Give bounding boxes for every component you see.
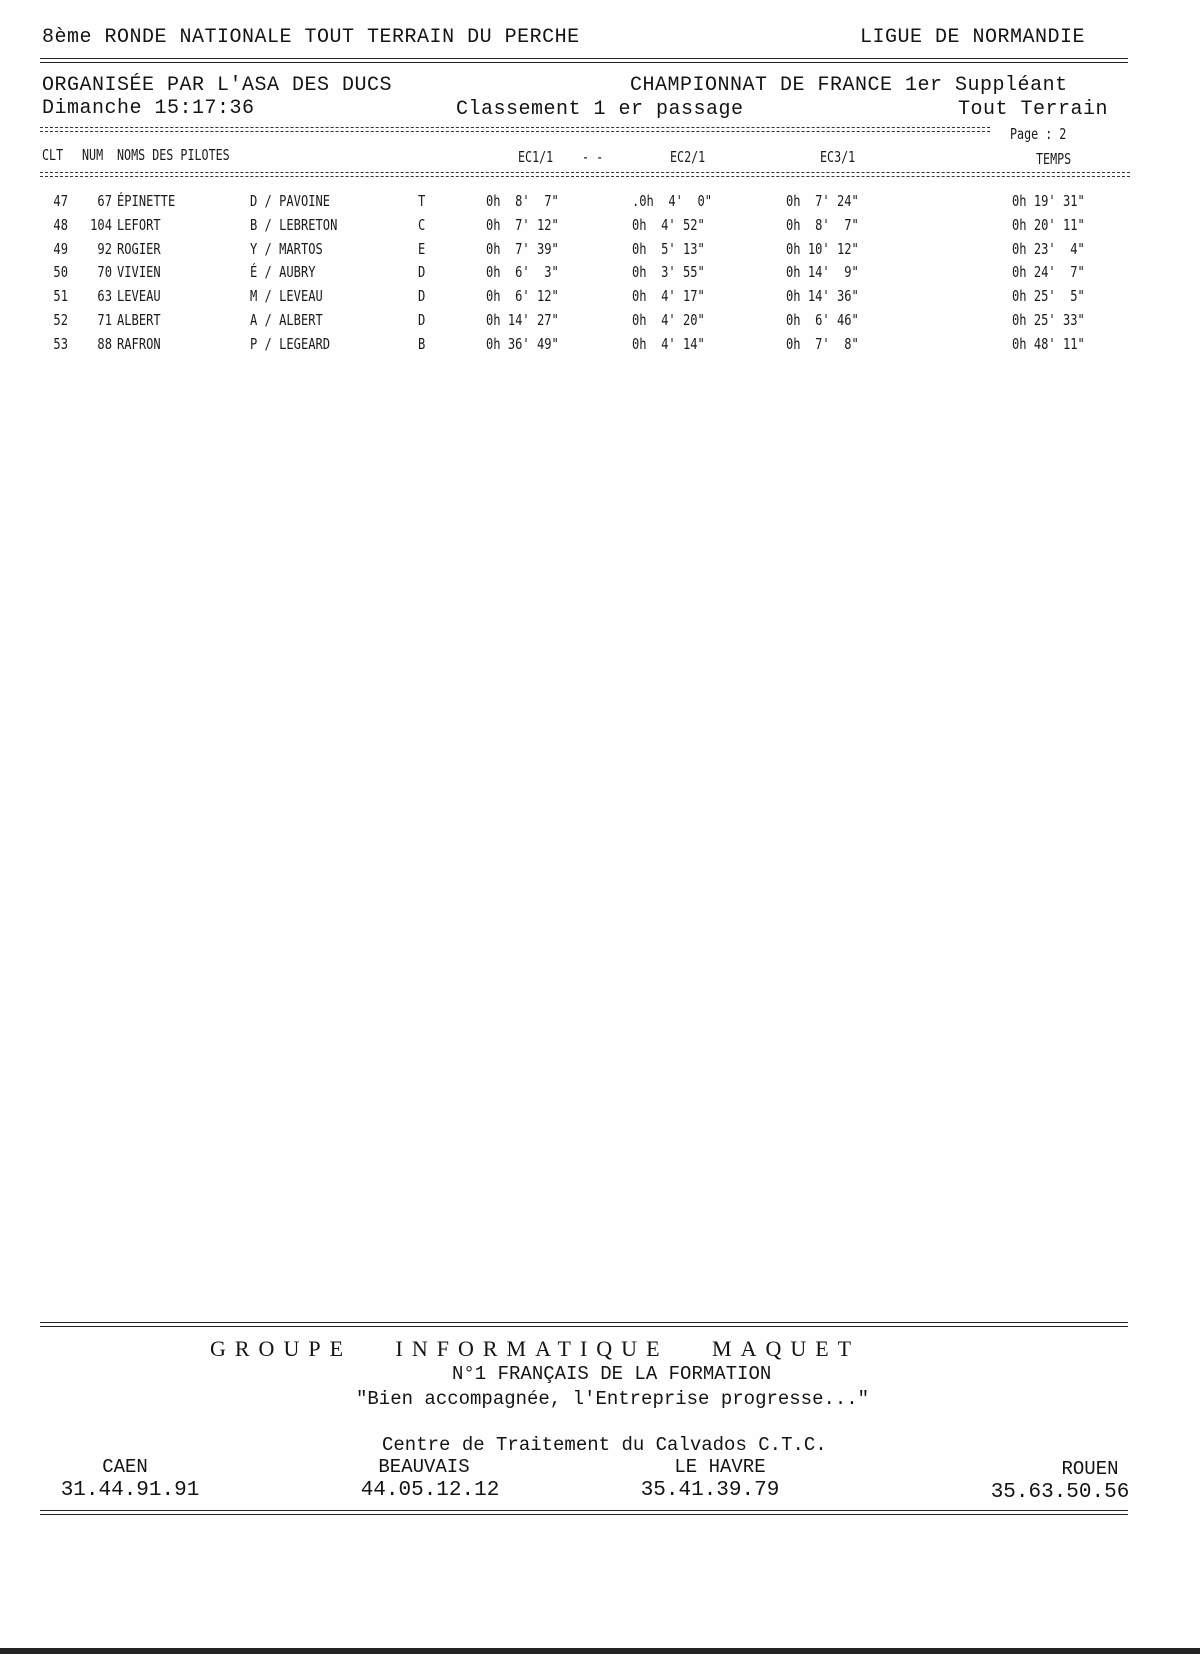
cell-cls: B [418,334,426,353]
separator-2b [40,176,1130,177]
cell-cls: D [418,263,426,282]
table-row [0,311,1200,333]
processing-center: Centre de Traitement du Calvados C.T.C. [382,1434,827,1456]
cell-copilot: P / LEGEARD [250,334,331,353]
cell-clt: 47 [53,192,68,210]
cell-ec3: 0h 14' 9" [786,263,859,282]
header-rule-bottom [40,62,1128,63]
cell-ec2: 0h 4' 52" [632,215,705,234]
separator-1a [40,127,990,128]
cell-ec3: 0h 14' 36" [786,287,859,306]
cell-clt: 48 [53,215,68,234]
cell-pilot: RAFRON [117,334,161,353]
cell-copilot: M / LEVEAU [250,287,323,306]
table-row [0,335,1200,357]
event-title: 8ème RONDE NATIONALE TOUT TERRAIN DU PERCHE [42,26,580,49]
cell-ec2: 0h 3' 55" [632,263,705,282]
separator-2a [40,172,1130,173]
office-city-le-havre: LE HAVRE [674,1456,766,1478]
cell-clt: 53 [53,334,68,353]
cell-num: 63 [97,287,112,306]
cell-ec1: 0h 6' 3" [486,263,559,282]
cell-temps: 0h 48' 11" [1012,334,1085,353]
cell-ec2: 0h 4' 17" [632,287,705,306]
ranking-title: Classement 1 er passage [456,98,744,121]
office-phone-rouen: 35.63.50.56 [990,1481,1130,1504]
cell-ec1: 0h 36' 49" [486,334,559,353]
footer-rule-top-b [40,1326,1128,1327]
cell-copilot: D / PAVOINE [250,192,331,210]
col-names: NOMS DES PILOTES [117,146,230,164]
office-phone-le-havre: 35.41.39.79 [640,1479,780,1502]
footer-rule-bottom-a [40,1510,1128,1511]
report-datetime: Dimanche 15:17:36 [42,97,255,120]
page-indicator [1010,125,1066,143]
cell-temps: 0h 25' 33" [1012,311,1085,329]
scan-edge [0,1648,1200,1654]
cell-cls: D [418,287,426,306]
cell-ec2: 0h 5' 13" [632,239,705,258]
company-slogan: "Bien accompagnée, l'Entreprise progresse..." [356,1388,870,1410]
cell-num: 88 [97,334,112,353]
cell-clt: 50 [53,263,68,282]
cell-cls: D [418,311,426,329]
page-number: 2 [1059,125,1067,143]
col-ec2: EC2/1 [670,148,706,166]
league-name: LIGUE DE NORMANDIE [860,26,1086,49]
cell-ec1: 0h 8' 7" [486,192,559,210]
table-row [0,287,1200,309]
office-phone-beauvais: 44.05.12.12 [360,1479,500,1502]
company-name: GROUPE INFORMATIQUE MAQUET [210,1336,861,1361]
cell-ec3: 0h 7' 8" [786,334,859,353]
office-phone-caen: 31.44.91.91 [60,1479,200,1502]
cell-num: 71 [97,311,112,329]
separator-1b [40,131,990,132]
cell-num: 70 [97,263,112,282]
col-ec1: EC1/1 [518,148,554,166]
page-label: Page : [1010,125,1053,143]
cell-cls: T [418,192,426,210]
organizer: ORGANISÉE PAR L'ASA DES DUCS [42,74,393,97]
cell-pilot: ROGIER [117,239,161,258]
cell-copilot: A / ALBERT [250,311,323,329]
cell-ec1: 0h 7' 12" [486,215,559,234]
cell-pilot: ALBERT [117,311,161,329]
cell-num: 92 [97,239,112,258]
col-ec3: EC3/1 [820,148,856,166]
cell-ec1: 0h 6' 12" [486,287,559,306]
cell-ec3: 0h 10' 12" [786,239,859,258]
footer-rule-top-a [40,1322,1128,1323]
cell-ec1: 0h 14' 27" [486,311,559,329]
cell-temps: 0h 25' 5" [1012,287,1085,306]
cell-ec3: 0h 7' 24" [786,192,859,210]
footer-rule-bottom-b [40,1514,1128,1515]
cell-ec2: 0h 4' 14" [632,334,705,353]
category: Tout Terrain [958,98,1109,121]
cell-ec2: 0h 4' 20" [632,311,705,329]
cell-cls: E [418,239,426,258]
cell-copilot: É / AUBRY [250,263,316,282]
table-row [0,263,1200,285]
cell-pilot: LEVEAU [117,287,161,306]
cell-ec2: .0h 4' 0" [632,192,713,210]
cell-ec3: 0h 6' 46" [786,311,859,329]
cell-num: 67 [97,192,112,210]
cell-ec3: 0h 8' 7" [786,215,859,234]
cell-copilot: B / LEBRETON [250,215,338,234]
col-temps: TEMPS [1036,150,1072,168]
table-row [0,216,1200,238]
cell-temps: 0h 20' 11" [1012,215,1085,234]
office-city-caen: CAEN [102,1456,148,1478]
table-row [0,192,1200,214]
cell-temps: 0h 23' 4" [1012,239,1085,258]
cell-pilot: VIVIEN [117,263,161,282]
cell-num: 104 [90,215,112,234]
cell-copilot: Y / MARTOS [250,239,323,258]
cell-clt: 52 [53,311,68,329]
col-num: NUM [82,146,104,164]
cell-temps: 0h 24' 7" [1012,263,1085,282]
company-tagline: N°1 FRANÇAIS DE LA FORMATION [452,1363,772,1385]
office-city-rouen: ROUEN [1061,1458,1119,1480]
col-ec1-marks: - - [582,148,604,166]
cell-pilot: LEFORT [117,215,161,234]
championship: CHAMPIONNAT DE FRANCE 1er Suppléant [630,74,1068,97]
cell-clt: 49 [53,239,68,258]
col-clt: CLT [42,146,64,164]
cell-clt: 51 [53,287,68,306]
header-rule-top [40,58,1128,59]
cell-cls: C [418,215,426,234]
office-city-beauvais: BEAUVAIS [378,1456,470,1478]
table-row [0,240,1200,262]
cell-ec1: 0h 7' 39" [486,239,559,258]
cell-temps: 0h 19' 31" [1012,192,1085,210]
cell-pilot: ÉPINETTE [117,192,176,210]
